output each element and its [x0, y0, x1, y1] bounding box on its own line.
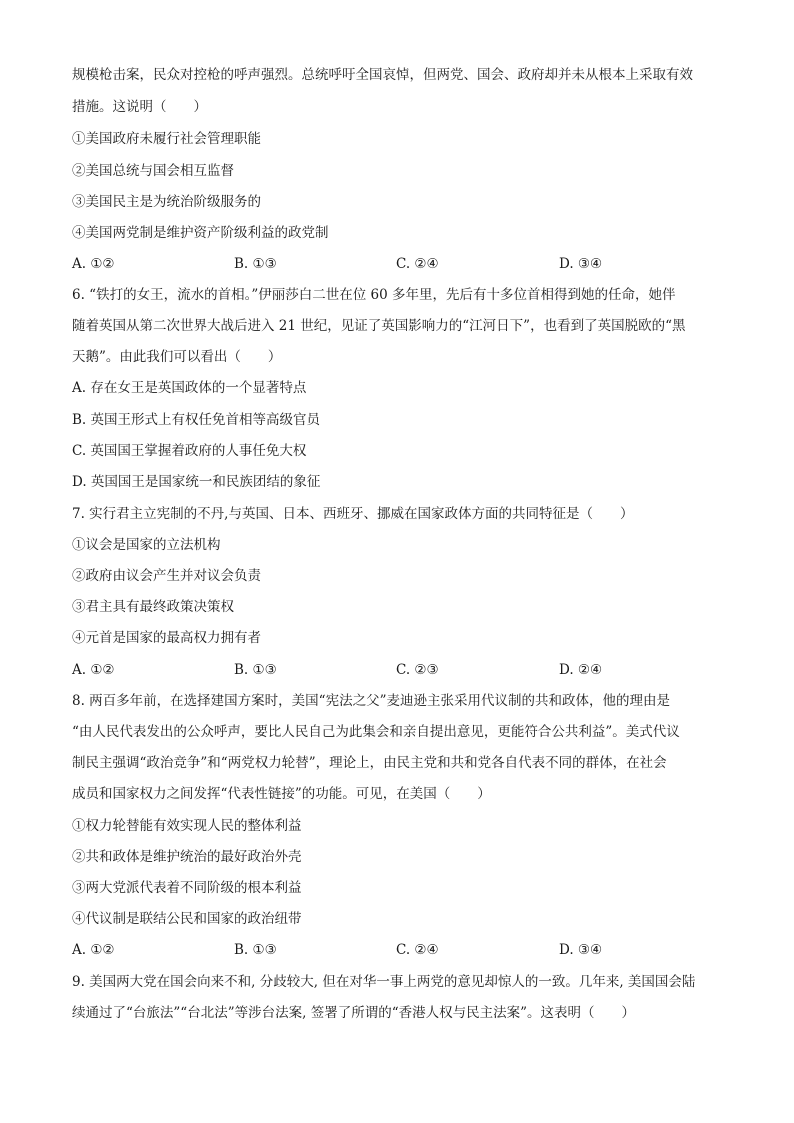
q5-statement: ④美国两党制是维护资产阶级利益的政党制 — [72, 225, 329, 241]
q9-stem-line: 续通过了“台旅法”“台北法”等涉台法案, 签署了所谓的“香港人权与民主法案”。这表明（ ） — [72, 1005, 635, 1021]
q9-stem-line: 9. 美国两大党在国会向来不和, 分歧较大, 但在对华一事上两党的意见却惊人的一致。几年来, 美国国会陆 — [72, 974, 696, 990]
q8-stem-line: 成员和国家权力之间发挥“代表性链接”的功能。可见，在美国（ ） — [72, 786, 491, 802]
option-b: B. ①③ — [234, 942, 277, 958]
q8-statement: ④代议制是联结公民和国家的政治纽带 — [72, 911, 302, 927]
q6-stem-line: 随着英国从第二次世界大战后进入 21 世纪，见证了英国影响力的“江河日下”，也看到了英国脱欧的“黑 — [72, 318, 686, 334]
q5-statement: ①美国政府未履行社会管理职能 — [72, 131, 261, 147]
q6-stem-line: 天鹅”。由此我们可以看出（ ） — [72, 349, 282, 365]
q5-statement: ②美国总统与国会相互监督 — [72, 163, 234, 179]
option-d: D. ②④ — [559, 662, 603, 678]
q5-statement: ③美国民主是为统治阶级服务的 — [72, 194, 261, 210]
q5-stem-line: 措施。这说明（ ） — [72, 99, 207, 115]
option-b: B. ①③ — [234, 256, 277, 272]
q5-stem-line: 规模枪击案，民众对控枪的呼声强烈。总统呼吁全国哀悼，但两党、国会、政府却并未从根本上采取有效 — [72, 67, 693, 83]
q8-statement: ②共和政体是维护统治的最好政治外壳 — [72, 849, 302, 865]
q8-stem-line: “由人民代表发出的公众呼声，要比人民自己为此集会和亲自提出意见，更能符合公共利益”。美式代议 — [72, 724, 680, 740]
q7-statement: ④元首是国家的最高权力拥有者 — [72, 630, 261, 646]
q7-statement: ②政府由议会产生并对议会负责 — [72, 568, 261, 584]
option-a: A. ①② — [72, 942, 115, 958]
q8-stem-line: 制民主强调“政治竞争”和“两党权力轮替”，理论上，由民主党和共和党各自代表不同的群体，在社会 — [72, 755, 667, 771]
q8-stem-line: 8. 两百多年前，在选择建国方案时，美国“宪法之父”麦迪逊主张采用代议制的共和政体，他的理由是 — [72, 693, 670, 709]
option-c: C. ②③ — [396, 662, 439, 678]
q8-statement: ①权力轮替能有效实现人民的整体利益 — [72, 818, 302, 834]
option-a: A. ①② — [72, 256, 115, 272]
option-d: D. ③④ — [559, 256, 603, 272]
option-c: C. ②④ — [396, 256, 439, 272]
q8-options — [72, 941, 722, 959]
q6-option-d: D. 英国国王是国家统一和民族团结的象征 — [72, 474, 321, 490]
q6-option-c: C. 英国国王掌握着政府的人事任免大权 — [72, 443, 307, 459]
option-c: C. ②④ — [396, 942, 439, 958]
q7-statement: ①议会是国家的立法机构 — [72, 537, 221, 553]
q7-stem-line: 7. 实行君主立宪制的不丹,与英国、日本、西班牙、挪威在国家政体方面的共同特征是（ ） — [72, 506, 634, 522]
q5-options — [72, 255, 722, 273]
option-a: A. ①② — [72, 662, 115, 678]
q6-stem-line: 6. “铁打的女王，流水的首相。”伊丽莎白二世在位 60 多年里，先后有十多位首相得到她的任命，她伴 — [72, 287, 676, 303]
q6-option-a: A. 存在女王是英国政体的一个显著特点 — [72, 380, 307, 396]
option-b: B. ①③ — [234, 662, 277, 678]
q7-statement: ③君主具有最终政策决策权 — [72, 599, 234, 615]
q8-statement: ③两大党派代表着不同阶级的根本利益 — [72, 880, 302, 896]
option-d: D. ③④ — [559, 942, 603, 958]
q7-options — [72, 661, 722, 679]
q6-option-b: B. 英国王形式上有权任免首相等高级官员 — [72, 412, 321, 428]
